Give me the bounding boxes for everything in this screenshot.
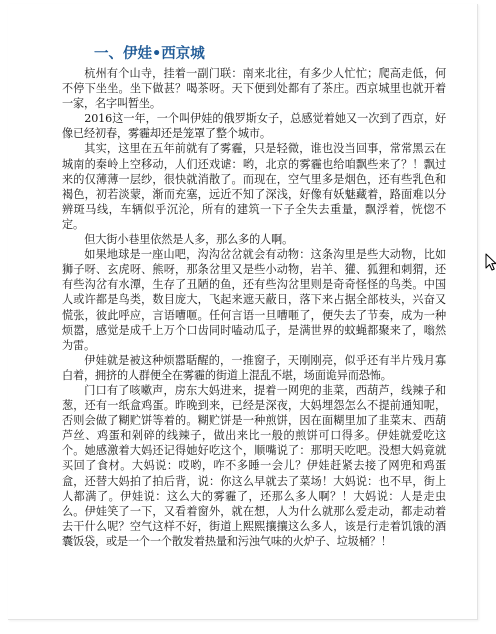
mouse-pointer-icon	[485, 253, 496, 271]
paragraph-6: 伊娃就是被这种烦嚣聒醒的，一推窗子，天刚刚亮，似乎还有半片残月寡白着，拥挤的人群便全在雾霾的街道上混乱不堪，场面诡异而恐怖。	[62, 353, 446, 382]
page-body	[62, 44, 446, 549]
document-page	[8, 4, 478, 620]
paragraph-5: 如果地球是一座山吧，沟沟岔岔就会有动物：这条沟里是些大动物，比如狮子呀、玄虎呀、熊呀，那条岔里又是些小动物，岩羊、獾、狐狸和刺猬，还有些沟岔有水潭，生存了丑陋的鱼，还有些沟岔里则是奇奇怪怪的鸟类。中国人或许都是鸟类，数目庞大，飞起来遮天蔽日，落下来占据全部枝头，兴奋又慌张，彼此呼应，言语嘈咂。任何言语一旦嘈咂了，便失去了节奏，成为一种烦嚣，感觉是成千上万个口齿同时嗑动瓜子，是满世界的蚊蝇都聚来了，嗡然为雷。	[62, 248, 446, 352]
paragraph-1: 杭州有个山寺，挂着一副门联：南来北往，有多少人忙忙；爬高走低，何不停下坐坐。坐下做甚？喝茶呀。天下便到处都有了茶庄。西京城里也就开着一家，名字叫暂坐。	[62, 67, 446, 111]
chapter-heading: 一、伊娃•西京城	[94, 46, 205, 62]
paragraph-2: 2016这一年，一个叫伊娃的俄罗斯女子，总感觉着她又一次到了西京，好像已经初春，雾霾却还是笼罩了整个城市。	[62, 112, 446, 141]
paragraph-4: 但大街小巷里依然是人多，那么多的人啊。	[84, 233, 294, 247]
paragraph-7: 门口有了咳嗽声，房东大妈进来，提着一网兜的韭菜，西葫芦，线辣子和葱，还有一纸盒鸡蛋。昨晚到来，已经是深夜，大妈埋怨怎么不提前通知呢，否则会做了糊贮饼等着的。糊贮饼是一种煎饼，因在面糊里加了韭菜末、西葫芦丝、鸡蛋和剁碎的线辣子，做出来比一般的煎饼可口得多。伊娃就爱吃这个。她感激着大妈还记得她好吃这个，顺嘴说了：那明天吃吧。没想大妈竟就买回了食材。大妈说：哎哟，咋不多睡一会儿？伊娃赶紧去接了网兜和鸡蛋盒，还替大妈拍了拍后背，说：你这么早就去了菜场！大妈说：也不早，街上人都满了。伊娃说：这么大的雾霾了，还那么多人啊？！大妈说：人是走虫么。伊娃笑了一下，又看着窗外，就在想，人为什么就那么爱走动，都走动着去干什么呢？空气这样不好，街道上熙熙攘攘这么多人，该是行走着饥饿的酒囊饭袋，或是一个一个散发着热量和污浊气味的火炉子、垃圾桶？！	[62, 383, 446, 548]
paragraph-3: 其实，这里在五年前就有了雾霾，只是轻微，谁也没当回事，常常黑云在城南的秦岭上空移动，人们还戏谑：哟，北京的雾霾也给咱飘些来了？！飘过来的仅薄薄一层纱，很快就消散了。而现在，空气里多是烟色，还有些乳色和褐色，初若淡蒙，渐而充塞，远近不知了深浅，好像有妖魅藏着，路面难以分辨斑马线，车辆似乎沉沦，所有的建筑一下子全失去重量，飘浮着，恍惚不定。	[62, 142, 446, 231]
